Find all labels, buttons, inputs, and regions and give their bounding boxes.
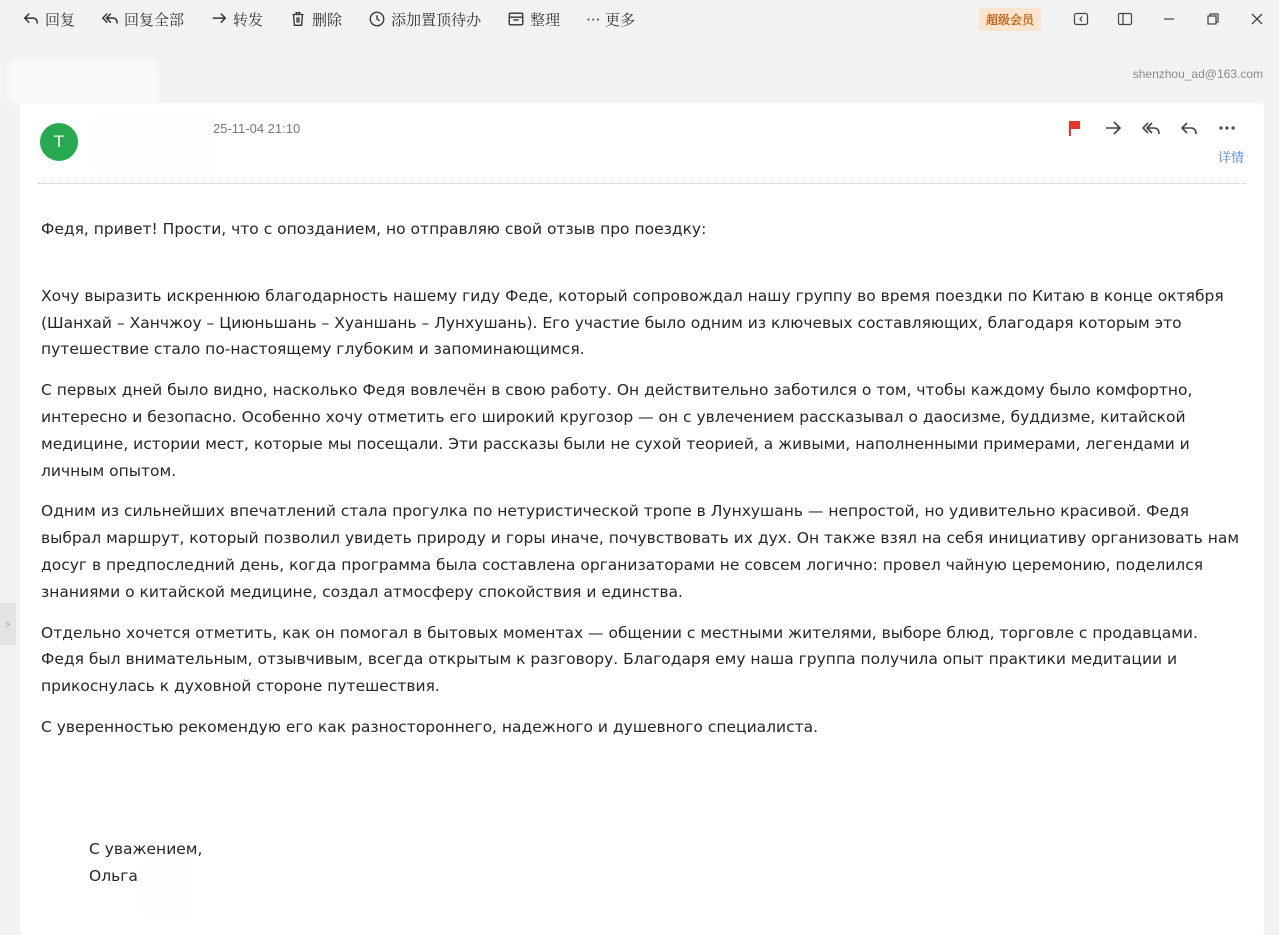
archive-icon — [507, 10, 525, 28]
body-paragraph: С первых дней было видно, насколько Федя вовлечён в свою работу. Он действительно заботился о том, чтобы каждому было комфортно, интересно и безопасно. Особенно хочу отметить его широкий кругозор — он с увлечением рассказывал о даосизме, буддизме, китайской медицине, истории мест, которые мы посещали. Эти рассказы были не сухой теорией, а живыми, наполненными примерами, легендами и личным опытом. — [41, 381, 1193, 480]
more-label: ··· 更多 — [586, 10, 636, 29]
reply-all-label: 回复全部 — [124, 10, 185, 29]
panel-left-icon — [1073, 11, 1089, 27]
redacted-surname — [140, 863, 192, 913]
delete-button[interactable] — [289, 9, 342, 30]
redacted-sender — [92, 115, 210, 171]
clock-icon — [368, 10, 386, 28]
close-icon — [1249, 11, 1265, 27]
forward-button[interactable] — [210, 9, 263, 30]
signature-greeting: С уважением, — [89, 840, 203, 858]
trash-icon — [289, 10, 307, 28]
vip-badge[interactable]: 超级会员 — [979, 8, 1041, 31]
redacted-subject — [8, 60, 158, 104]
body-paragraph: Федя, привет! Прости, что с опозданием, но отправляю свой отзыв про поездку: — [41, 220, 707, 238]
sender-avatar[interactable]: T — [40, 123, 78, 161]
restore-icon — [1205, 11, 1221, 27]
organize-label: 整理 — [530, 10, 561, 29]
more-button[interactable] — [586, 9, 635, 30]
reply-all-icon — [101, 10, 119, 28]
forward-label: 转发 — [233, 10, 264, 29]
window-controls — [979, 0, 1279, 38]
chevron-right-icon: › — [5, 617, 11, 631]
forward-mail-button[interactable] — [1102, 117, 1124, 139]
reply-button[interactable] — [22, 9, 75, 30]
add-todo-label: 添加置顶待办 — [391, 10, 482, 29]
reply-icon — [22, 10, 40, 28]
reply-all-icon — [1141, 118, 1161, 138]
reply-all-mail-button[interactable] — [1140, 117, 1162, 139]
reply-icon — [1179, 118, 1199, 138]
add-todo-button[interactable] — [368, 9, 481, 30]
split-view-button[interactable] — [1103, 0, 1147, 38]
split-view-icon — [1117, 11, 1133, 27]
organize-button[interactable] — [507, 9, 560, 30]
reply-mail-button[interactable] — [1178, 117, 1200, 139]
account-email: shenzhou_ad@163.com — [1132, 67, 1263, 81]
forward-icon — [1103, 118, 1123, 138]
collapse-panel-button[interactable] — [1059, 0, 1103, 38]
mail-date: 25-11-04 21:10 — [213, 121, 301, 136]
body-paragraph: Отдельно хочется отметить, как он помогал в бытовых моментах — общении с местными жителями, выборе блюд, торговле с продавцами. Федя был внимательным, отзывчивым, всегда открытым к разговору. Благодаря ему наша группа получила опыт практики медитации и прикоснулась к духовной стороне путешествия. — [41, 623, 1198, 696]
expand-sidebar-handle[interactable] — [0, 603, 16, 645]
reply-all-button[interactable] — [101, 9, 184, 30]
delete-label: 删除 — [312, 10, 343, 29]
body-paragraph: Одним из сильнейших впечатлений стала прогулка по нетуристической тропе в Лунхушань — непростой, но удивительно красивой. Федя выбрал маршрут, который позволил увидеть природу и горы иначе, почувствовать их дух. Он также взял на себя инициативу организовать нам досуг в предпоследний день, когда программа была составлена организаторами не совсем логично: провел чайную церемонию, поделился знаниями о китайской медицине, создал атмосферу спокойствия и единства. — [41, 502, 1240, 601]
more-icon — [1217, 118, 1237, 138]
header-divider — [38, 183, 1246, 184]
signature-name: Ольга — [89, 866, 138, 885]
flag-button[interactable] — [1064, 117, 1086, 139]
body-paragraph: С уверенностью рекомендую его как разностороннего, надежного и душевного специалиста. — [41, 717, 819, 736]
mail-actions — [1064, 117, 1238, 139]
mail-card — [20, 103, 1264, 935]
restore-button[interactable] — [1191, 0, 1235, 38]
reply-label: 回复 — [45, 10, 76, 29]
flag-icon — [1065, 118, 1085, 138]
mail-body — [41, 216, 1241, 755]
details-link[interactable]: 详情 — [1217, 151, 1244, 166]
mail-toolbar — [0, 0, 1279, 38]
body-paragraph: Хочу выразить искреннюю благодарность нашему гиду Феде, который сопровождал нашу группу во время поездки по Китаю в конце октября (Шанхай – Ханчжоу – Циюньшань – Хуаншань – Лунхушань). Его участие было одним из ключевых составляющих, благодаря которым это путешествие стало по-настоящему глубоким и запоминающимся. — [41, 286, 1224, 359]
close-button[interactable] — [1235, 0, 1279, 38]
minimize-icon — [1161, 11, 1177, 27]
minimize-button[interactable] — [1147, 0, 1191, 38]
more-actions-button[interactable] — [1216, 117, 1238, 139]
forward-icon — [210, 10, 228, 28]
